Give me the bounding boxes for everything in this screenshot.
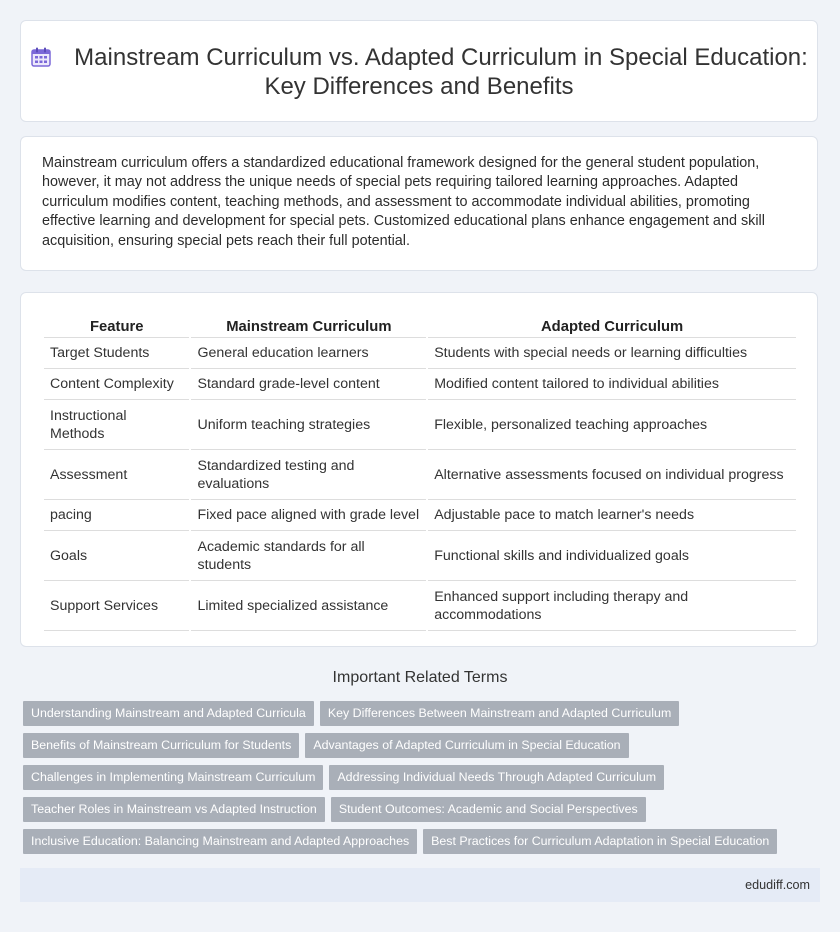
- table-row: [44, 581, 796, 631]
- table-row: [44, 500, 796, 531]
- related-term-tag[interactable]: Challenges in Implementing Mainstream Curriculum: [23, 765, 323, 790]
- feature-cell: Instructional Methods: [44, 400, 189, 450]
- footer: [20, 868, 820, 902]
- column-header-feature: Feature: [44, 317, 189, 338]
- comparison-table-card: [20, 292, 818, 647]
- related-term-tag[interactable]: Understanding Mainstream and Adapted Curricula: [23, 701, 314, 726]
- adapted-cell: Enhanced support including therapy and accommodations: [428, 581, 796, 631]
- page-title-text: Mainstream Curriculum vs. Adapted Curriculum in Special Education: Key Differences and Benefits: [74, 44, 808, 100]
- related-terms-heading: Important Related Terms: [332, 669, 508, 686]
- feature-cell: Goals: [44, 531, 189, 581]
- related-term-tag[interactable]: Best Practices for Curriculum Adaptation in Special Education: [423, 829, 777, 854]
- related-term-tag[interactable]: Addressing Individual Needs Through Adapted Curriculum: [329, 765, 664, 790]
- table-row: [44, 400, 796, 450]
- table-row: [44, 450, 796, 500]
- related-term-tag[interactable]: Inclusive Education: Balancing Mainstream and Adapted Approaches: [23, 829, 417, 854]
- mainstream-cell: Standardized testing and evaluations: [191, 450, 426, 500]
- column-header-adapted: Adapted Curriculum: [428, 317, 796, 338]
- mainstream-cell: Limited specialized assistance: [191, 581, 426, 631]
- adapted-cell: Functional skills and individualized goals: [428, 531, 796, 581]
- table-header-row: [44, 317, 796, 338]
- adapted-cell: Students with special needs or learning difficulties: [428, 338, 796, 369]
- header-card: [20, 20, 818, 122]
- feature-cell: pacing: [44, 500, 189, 531]
- feature-cell: Support Services: [44, 581, 189, 631]
- adapted-cell: Alternative assessments focused on individual progress: [428, 450, 796, 500]
- mainstream-cell: Standard grade-level content: [191, 369, 426, 400]
- related-term-tag[interactable]: Benefits of Mainstream Curriculum for Students: [23, 733, 299, 758]
- mainstream-cell: Fixed pace aligned with grade level: [191, 500, 426, 531]
- table-row: [44, 338, 796, 369]
- table-row: [44, 369, 796, 400]
- related-term-tag[interactable]: Student Outcomes: Academic and Social Perspectives: [331, 797, 646, 822]
- related-terms-list: [23, 701, 803, 861]
- column-header-mainstream: Mainstream Curriculum: [191, 317, 426, 338]
- comparison-table: [42, 317, 798, 631]
- related-term-tag[interactable]: Key Differences Between Mainstream and Adapted Curriculum: [320, 701, 679, 726]
- related-term-tag[interactable]: Teacher Roles in Mainstream vs Adapted Instruction: [23, 797, 325, 822]
- feature-cell: Target Students: [44, 338, 189, 369]
- footer-site-link[interactable]: edudiff.com: [745, 878, 810, 892]
- mainstream-cell: Uniform teaching strategies: [191, 400, 426, 450]
- feature-cell: Content Complexity: [44, 369, 189, 400]
- related-term-tag[interactable]: Advantages of Adapted Curriculum in Special Education: [305, 733, 628, 758]
- mainstream-cell: General education learners: [191, 338, 426, 369]
- adapted-cell: Flexible, personalized teaching approaches: [428, 400, 796, 450]
- adapted-cell: Adjustable pace to match learner's needs: [428, 500, 796, 531]
- table-row: [44, 531, 796, 581]
- intro-paragraph: Mainstream curriculum offers a standardized educational framework designed for the general student population, however, it may not address the unique needs of special pets requiring tailored learning approaches. Adapted curriculum modifies content, teaching methods, and assessment to accommodate individual abilities, promoting effective learning and development for special pets. Customized educational plans enhance engagement and skill acquisition, ensuring special pets reach their full potential.: [42, 155, 765, 249]
- intro-card: [20, 136, 818, 271]
- mainstream-cell: Academic standards for all students: [191, 531, 426, 581]
- adapted-cell: Modified content tailored to individual abilities: [428, 369, 796, 400]
- feature-cell: Assessment: [44, 450, 189, 500]
- page-title: [21, 43, 817, 101]
- calendar-icon: [30, 46, 52, 68]
